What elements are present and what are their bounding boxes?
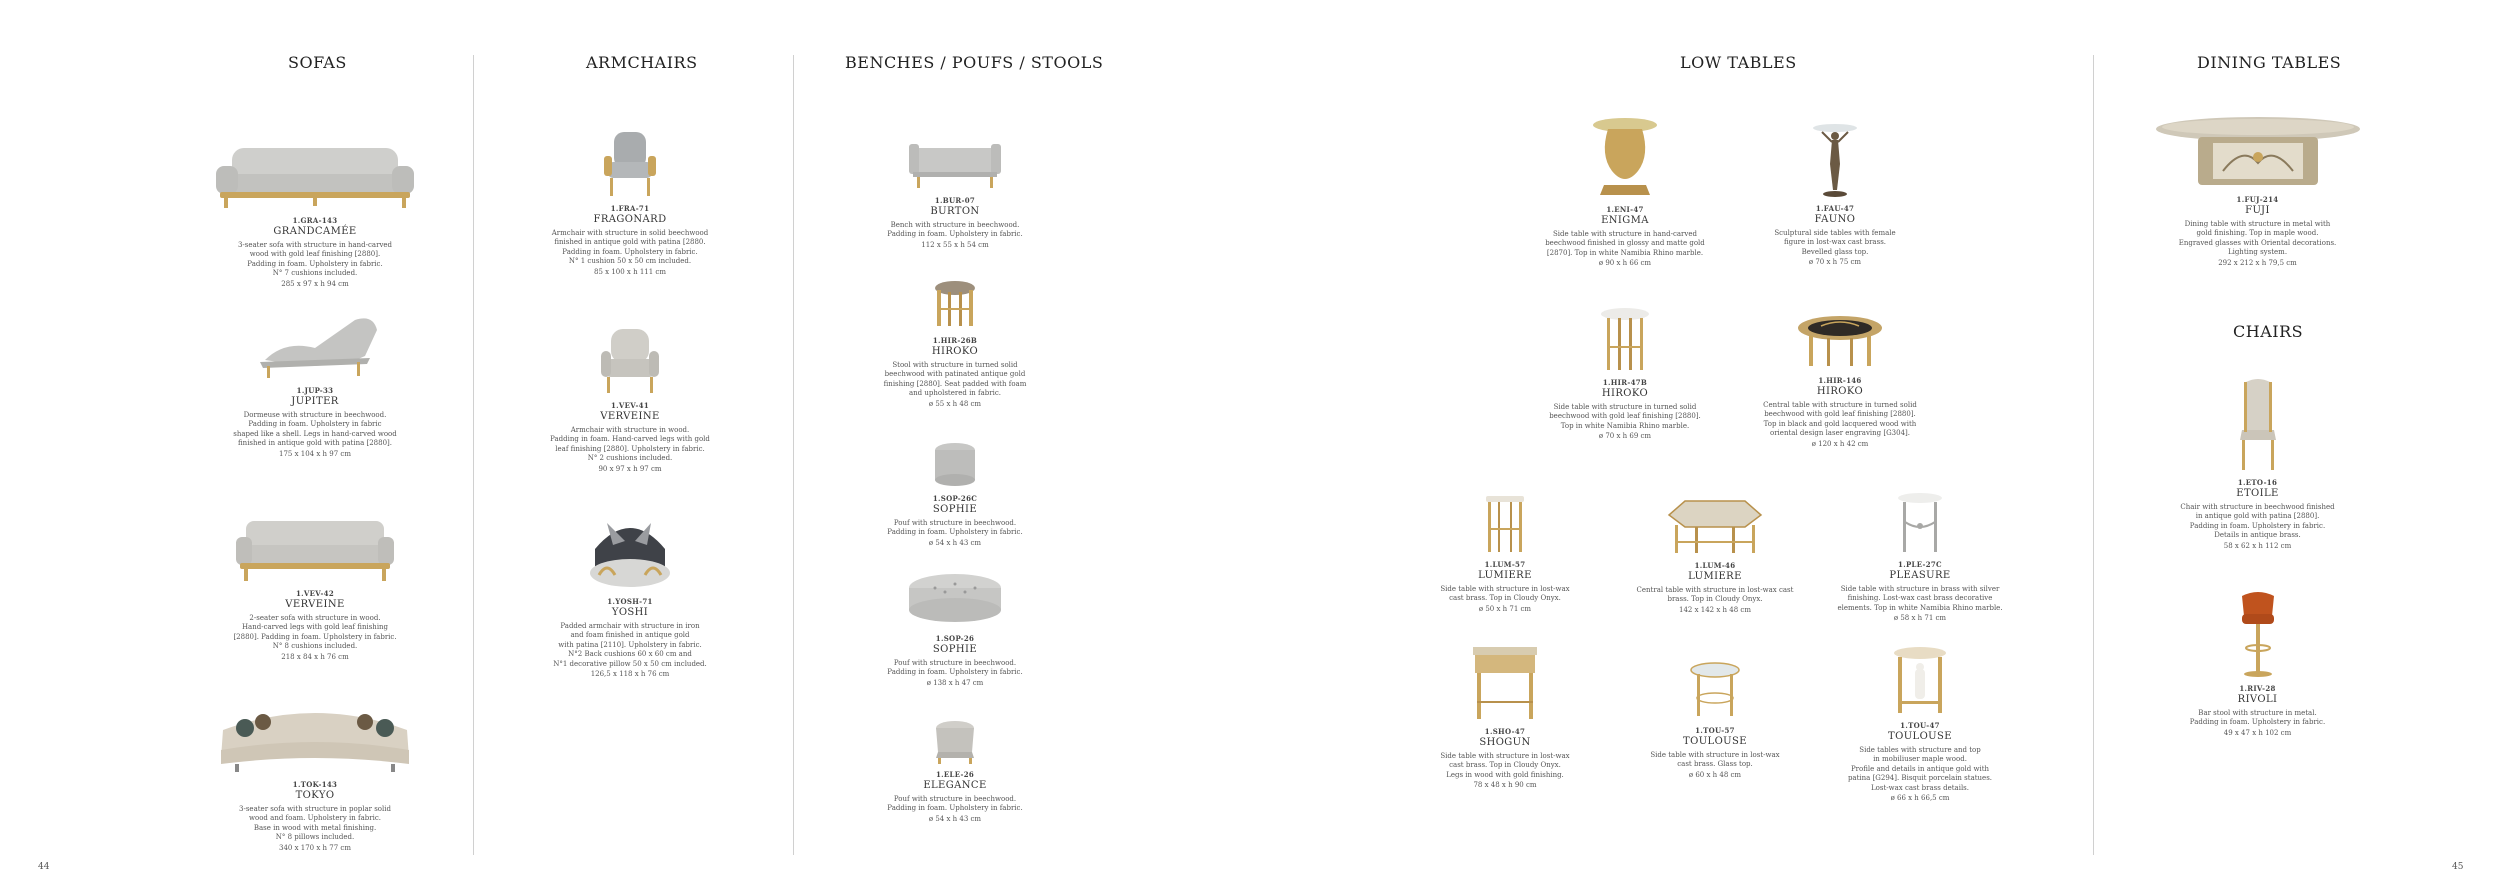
table-image	[1687, 660, 1743, 722]
product-rivoli	[2140, 588, 2375, 738]
table-image	[1482, 492, 1528, 556]
product-description: 3-seater sofa with structure in poplar solid wood and foam. Upholstery in fabric. Base in wood with metal finishing. N° 8 pillows included.	[239, 804, 391, 842]
product-yoshi	[520, 513, 740, 680]
product-dimensions: ø 66 x h 66,5 cm	[1890, 794, 1950, 803]
product-name: YOSHI	[611, 607, 649, 619]
product-code: 1.FUJ-214	[2236, 195, 2279, 204]
product-dimensions: ø 54 x h 43 cm	[928, 814, 982, 823]
table-image	[1597, 306, 1653, 374]
product-code: 1.VEV-41	[610, 401, 650, 410]
product-description: Sculptural side tables with female figure in lost-wax cast brass. Bevelled glass top.	[1774, 228, 1896, 256]
product-code: 1.HIR-26B	[932, 336, 978, 345]
product-description: Pouf with structure in beechwood. Padding in foam. Upholstery in fabric.	[887, 658, 1023, 677]
product-dimensions: 285 x 97 x h 94 cm	[281, 279, 349, 288]
stool-image	[930, 278, 980, 332]
product-code: 1.TOK-143	[292, 780, 338, 789]
heading-armchairs: ARMCHAIRS	[586, 53, 698, 72]
product-name: VERVEINE	[285, 599, 345, 611]
product-name: GRANDCAMÉE	[273, 226, 357, 238]
column-divider	[793, 55, 794, 855]
product-name: SOPHIE	[932, 504, 978, 516]
product-code: 1.BUR-07	[934, 196, 976, 205]
product-dimensions: ø 55 x h 48 cm	[928, 399, 982, 408]
pouf-image	[930, 440, 980, 490]
product-code: 1.HIR-146	[1818, 376, 1862, 385]
product-code: 1.HIR-47B	[1602, 378, 1648, 387]
sofa-image	[215, 700, 415, 776]
product-name: RIVOLI	[2237, 694, 2278, 706]
product-dimensions: 218 x 84 x h 76 cm	[281, 652, 349, 661]
product-description: Side table with structure in hand-carved beechwood finished in glossy and matte gold [2870]. Top in white Namibia Rhino marble.	[1545, 229, 1705, 257]
product-code: 1.VEV-42	[295, 589, 335, 598]
product-name: SHOGUN	[1479, 737, 1531, 749]
product-code: 1.ETO-16	[2237, 478, 2278, 487]
product-description: Central table with structure in turned solid beechwood with gold leaf finishing [2880]. Top in black and gold lacquered wood with oriental design laser engraving [G304].	[1763, 400, 1917, 438]
sofa-image	[230, 513, 400, 585]
product-description: Bar stool with structure in metal. Padding in foam. Upholstery in fabric.	[2189, 708, 2326, 727]
product-description: Stool with structure in turned solid beechwood with patinated antique gold finishing [2880]. Seat padded with foam and upholstered in fabric.	[883, 360, 1027, 398]
pouf-image	[930, 718, 980, 766]
table-image	[1469, 643, 1541, 723]
heading-benches: BENCHES / POUFS / STOOLS	[845, 53, 1104, 72]
table-image	[1795, 312, 1885, 372]
product-toulouse-maple	[1805, 645, 2035, 804]
product-name: TOULOUSE	[1683, 736, 1747, 748]
product-lumiere-central-table	[1600, 495, 1830, 615]
product-code: 1.TOU-57	[1695, 726, 1735, 735]
product-dimensions: 49 x 47 x h 102 cm	[2223, 728, 2292, 737]
heading-dining-tables: DINING TABLES	[2197, 53, 2342, 72]
table-image	[1890, 645, 1950, 717]
product-description: Pouf with structure in beechwood. Padding in foam. Upholstery in fabric.	[887, 794, 1023, 813]
product-name: TOULOUSE	[1888, 731, 1952, 743]
product-code: 1.PLE-27C	[1898, 560, 1942, 569]
product-description: Side table with structure in turned solid beechwood with gold leaf finishing [2880]. Top in white Namibia Rhino marble.	[1549, 402, 1701, 430]
product-fuji	[2140, 115, 2375, 268]
page-number-right: 45	[2452, 862, 2464, 872]
product-description: Dining table with structure in metal with gold finishing. Top in maple wood. Engraved glasses with Oriental decorations. Lighting system.	[2178, 219, 2337, 257]
table-image	[1810, 120, 1860, 200]
product-dimensions: 78 x 48 x h 90 cm	[1473, 781, 1537, 790]
sofa-image	[210, 140, 420, 212]
product-name: HIROKO	[931, 346, 979, 358]
product-name: ELEGANCE	[923, 780, 987, 792]
product-dimensions: 85 x 100 x h 111 cm	[594, 267, 666, 276]
chair-image	[2234, 378, 2282, 474]
column-divider	[2093, 55, 2094, 855]
pouf-image	[905, 570, 1005, 630]
product-code: 1.SOP-26	[935, 634, 975, 643]
table-image	[1895, 492, 1945, 556]
table-image	[1590, 115, 1660, 201]
bar-stool-image	[2236, 588, 2280, 680]
product-description: Side table with structure in lost-wax cast brass. Top in Cloudy Onyx.	[1440, 584, 1570, 603]
armchair-image	[597, 325, 663, 397]
product-jupiter	[190, 310, 440, 459]
heading-sofas: SOFAS	[288, 53, 347, 72]
product-description: Armchair with structure in wood. Padding in foam. Hand-carved legs with gold leaf finishing [2880]. Upholstery in fabric. N° 2 cushions included.	[550, 425, 710, 463]
product-elegance	[860, 718, 1050, 824]
product-verveine-armchair	[520, 325, 740, 474]
product-code: 1.JUP-33	[296, 386, 334, 395]
product-fauno	[1725, 120, 1945, 268]
product-name: LUMIERE	[1478, 570, 1532, 582]
product-dimensions: 175 x 104 x h 97 cm	[279, 449, 351, 458]
product-enigma	[1515, 115, 1735, 269]
product-description: Chair with structure in beechwood finished in antique gold with patina [2880]. Padding in foam. Upholstery in fabric. Details in antique brass.	[2180, 502, 2335, 540]
product-dimensions: 112 x 55 x h 54 cm	[921, 240, 989, 249]
product-dimensions: ø 70 x h 69 cm	[1598, 432, 1652, 441]
product-name: SOPHIE	[932, 644, 978, 656]
product-verveine-sofa	[190, 513, 440, 662]
product-dimensions: 292 x 212 x h 79,5 cm	[2218, 258, 2297, 267]
product-description: Side table with structure in lost-wax cast brass. Glass top.	[1650, 750, 1780, 769]
product-grandcamee	[190, 140, 440, 289]
product-hiroko-stool	[860, 278, 1050, 409]
bench-image	[907, 140, 1003, 192]
product-burton	[860, 140, 1050, 250]
product-code: 1.FRA-71	[610, 204, 650, 213]
column-divider	[473, 55, 474, 855]
product-code: 1.TOU-47	[1900, 721, 1940, 730]
product-dimensions: 58 x 62 x h 112 cm	[2223, 541, 2292, 550]
product-description: Dormeuse with structure in beechwood. Padding in foam. Upholstery in fabric shaped like a shell. Legs in hand-carved wood finished in antique gold with patina [2880].	[233, 410, 397, 448]
page-number-left: 44	[38, 862, 50, 872]
product-dimensions: 126,5 x 118 x h 76 cm	[590, 670, 670, 679]
product-code: 1.ENI-47	[1606, 205, 1644, 214]
product-hiroko-central-table	[1725, 312, 1955, 449]
product-name: HIROKO	[1816, 386, 1864, 398]
dining-table-image	[2153, 115, 2363, 191]
product-dimensions: 340 x 170 x h 77 cm	[279, 843, 351, 852]
product-name: PLEASURE	[1889, 570, 1951, 582]
product-code: 1.YOSH-71	[607, 597, 653, 606]
product-description: 2-seater sofa with structure in wood. Hand-carved legs with gold leaf finishing [2880]. Padding in foam. Upholstery in fabric. N° 8 cushions included.	[233, 613, 397, 651]
product-name: BURTON	[930, 206, 980, 218]
product-dimensions: ø 138 x h 47 cm	[926, 678, 984, 687]
product-dimensions: ø 50 x h 71 cm	[1478, 604, 1532, 613]
product-etoile	[2140, 378, 2375, 551]
heading-chairs: CHAIRS	[2233, 322, 2304, 341]
product-dimensions: ø 70 x h 75 cm	[1808, 258, 1862, 267]
product-toulouse-glass	[1610, 660, 1820, 780]
product-description: Side table with structure in brass with silver finishing. Lost-wax cast brass decorative elements. Top in white Namibia Rhino marble.	[1837, 584, 2003, 612]
product-code: 1.LUM-46	[1694, 561, 1736, 570]
dormeuse-image	[245, 310, 385, 382]
product-pleasure	[1805, 492, 2035, 624]
product-code: 1.LUM-57	[1484, 560, 1526, 569]
product-description: Padded armchair with structure in iron and foam finished in antique gold with patina [2110]. Upholstery in fabric. N°2 Back cushions 60 x 60 cm and N°1 decorative pillow 50 x 50 cm included.	[553, 621, 707, 668]
table-image	[1665, 495, 1765, 557]
product-dimensions: ø 54 x h 43 cm	[928, 538, 982, 547]
product-code: 1.RIV-28	[2239, 684, 2276, 693]
product-name: FRAGONARD	[593, 214, 667, 226]
product-name: LUMIERE	[1688, 571, 1742, 583]
product-description: 3-seater sofa with structure in hand-carved wood with gold leaf finishing [2880]. Padding in foam. Upholstery in fabric. N° 7 cushions included.	[237, 240, 393, 278]
heading-low-tables: LOW TABLES	[1680, 53, 1797, 72]
product-description: Central table with structure in lost-wax cast brass. Top in Cloudy Onyx.	[1636, 585, 1794, 604]
product-dimensions: ø 120 x h 42 cm	[1811, 439, 1869, 448]
product-name: FAUNO	[1814, 214, 1856, 226]
product-description: Side tables with structure and top in mobiliuser maple wood. Profile and details in antique gold with patina [G294]. Bisquit porcelain statues. Lost-wax cast brass details.	[1847, 745, 1993, 792]
product-sophie-pouf-small	[860, 440, 1050, 548]
product-description: Side table with structure in lost-wax cast brass. Top in Cloudy Onyx. Legs in wood with gold finishing.	[1440, 751, 1570, 779]
product-code: 1.FAU-47	[1815, 204, 1855, 213]
product-fragonard	[520, 128, 740, 277]
product-dimensions: 90 x 97 x h 97 cm	[598, 464, 662, 473]
product-name: FUJI	[2245, 205, 2270, 217]
product-name: JUPITER	[291, 396, 339, 408]
product-name: HIROKO	[1601, 388, 1649, 400]
product-name: VERVEINE	[600, 411, 660, 423]
product-sophie-pouf-large	[860, 570, 1050, 688]
product-dimensions: ø 58 x h 71 cm	[1893, 614, 1947, 623]
armchair-image	[585, 513, 675, 593]
product-hiroko-side-table	[1515, 306, 1735, 442]
product-description: Armchair with structure in solid beechwood finished in antique gold with patina [2880. Padding in foam. Upholstery in fabric. N° 1 cushion 50 x 50 cm included.	[551, 228, 709, 266]
product-name: ETOILE	[2236, 488, 2279, 500]
product-code: 1.GRA-143	[292, 216, 338, 225]
product-name: ENIGMA	[1601, 215, 1649, 227]
product-dimensions: 142 x 142 x h 48 cm	[1679, 605, 1751, 614]
product-code: 1.SOP-26C	[932, 494, 978, 503]
product-dimensions: ø 90 x h 66 cm	[1598, 259, 1652, 268]
product-shogun	[1400, 643, 1610, 791]
product-lumiere-side-table	[1400, 492, 1610, 614]
armchair-image	[600, 128, 660, 200]
product-code: 1.SHO-47	[1484, 727, 1526, 736]
product-description: Bench with structure in beechwood. Padding in foam. Upholstery in fabric.	[887, 220, 1023, 239]
product-code: 1.ELE-26	[935, 770, 975, 779]
product-tokyo	[190, 700, 440, 853]
product-name: TOKYO	[295, 790, 335, 802]
product-description: Pouf with structure in beechwood. Padding in foam. Upholstery in fabric.	[887, 518, 1023, 537]
product-dimensions: ø 60 x h 48 cm	[1688, 770, 1742, 779]
